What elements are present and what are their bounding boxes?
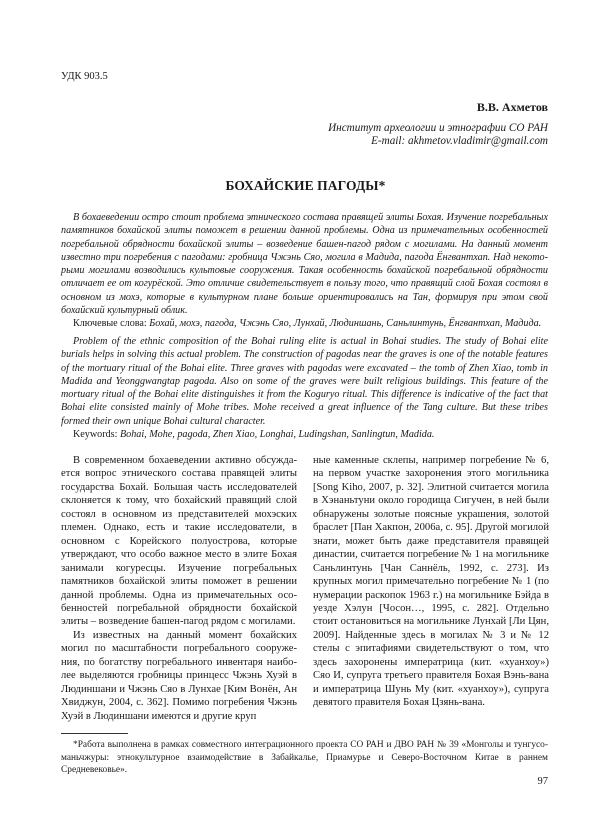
footnote-text: *Работа выполнена в рамках совместного интеграционного проекта СО РАН и ДВО РАН № 39 «Монголы и тунгусо-маньчжуры: этнокультурное взаимодействие в Забайкалье, Приамурье и Северо-Восточном Китае в раннем Средневековье».: [61, 740, 548, 776]
body-paragraph: Из известных на данный момент бохайских могил по масштабности погребального сооружения, по богатству погребального инвентаря наиболее выделяются гробницы принцесс Чжэнь Хуэй в Людиншани и Чжэнь Сяо в Лунхае [Ким Вонён, Ан Хвиджун, 2004, с. 362]. Помимо погребения Чжэнь Хуэй в Людиншани имеются и другие круп: [61, 629, 297, 722]
page-number: 97: [537, 776, 548, 787]
author-email: E-mail: akhmetov.vladimir@gmail.com: [371, 135, 548, 147]
keywords-ru-list: Бохай, мохэ, пагода, Чжэнь Сяо, Лунхай, Людиншань, Саньлинтунь, Ёнгвантхап, Мадида.: [149, 318, 542, 330]
udk-code: УДК 903.5: [61, 71, 108, 82]
keywords-ru-label: Ключевые слова:: [73, 318, 147, 330]
keywords-en: [61, 428, 548, 441]
keywords-en-list: Bohai, Mohe, pagoda, Zhen Xiao, Longhai, Ludingshan, Sanlingtun, Madida.: [119, 429, 435, 441]
keywords-ru: [61, 317, 548, 330]
abstract-ru-text: В бохаеведении остро стоит проблема этнического состава правящей элиты Бохая. Изучение погребальных памятников бохайской элиты поможет в решении данной проблемы. Одна из примечательных особенностей погребальной обрядности бохайской элиты – возведение башен-пагод рядом с могилами. На данный момент известно три погребения с пагодами: гробница Чжэнь Сяо, могила в Мадида, пагода Ёнгвантхап. Над некоторыми могилами возводились культовые сооружения. Такая особенность бохайской погребальной обрядности отличает ее от когурёской. Это отличие свидетельствует в пользу того, что правящий слой Бохая состоял в основном из мохэ, которые в культурном плане больше ориентировались на Тан, формируя при этом свой бохайский культурный облик.: [61, 212, 548, 317]
body-paragraph: В современном бохаеведении активно обсуждается вопрос этнического состава правящей элиты государства Бохай. Большая часть исследователей склоняется к тому, что бохайский правящий слой состоял в основном из представителей мохэских племен. Однако, есть и такие исследователи, в основном с Корейского полуострова, которые утверждают, что особо важное место в элите Бохая занимали когуресцы. Изучение погребальных памятников бохайской элиты поможет в решении данной проблемы. Одна из примечательных особенностей погребальной обрядности бохайской элиты – возведение башен-пагод рядом с могилами.: [61, 455, 297, 628]
keywords-en-label: Keywords:: [73, 429, 118, 441]
author-name: В.В. Ахметов: [476, 100, 548, 114]
footnote-divider: [61, 733, 128, 734]
body-paragraph: ные каменные склепы, например погребение № 6, на первом участке захоронения этого могильника [Song Kiho, 2007, p. 32]. Элитной считается могила в Хэнаньтуни около городища Сигучен, в ней были обнаружены золотые поясные украшения, золотой браслет [Пан Хакпон, 2006а, с. 95]. Другой могилой знати, может быть даже представителя правящей династии, считается погребение № 1 на могильнике Саньлинтунь [Чан Саннёль, 1992, с. 273]. Из крупных могил примечательно погребение № 1 (по нумерации раскопок 1963 г.) на могильнике Бэйда в уезде Хэлун [Чосон…, 1995, с. 282]. Отдельно стоит остановиться на могильнике Лунхай [Ли Цян, 2009]. Найденные здесь в могилах № 3 и № 12 стелы с эпитафиями свидетельствуют о том, что здесь захоронены императрица (кит. «хуанхоу») Сяо И, супруга третьего правителя Бохая Вэнь-вана и императрица Шунь Му (кит. «хуанхоу»), супруга девятого правителя Бохая Цзянь-вана.: [313, 455, 549, 709]
footnote: [61, 739, 548, 777]
body-column-right: [313, 454, 549, 710]
abstract-russian: [61, 211, 548, 331]
body-column-left: [61, 454, 297, 723]
author-affiliation-block: [328, 122, 548, 148]
affiliation: Институт археологии и этнографии СО РАН: [328, 122, 548, 134]
abstract-en-text: Problem of the ethnic composition of the Bohai ruling elite is actual in Bohai studies. The study of Bohai elite burials helps in solving this actual problem. The construction of pagodas near the graves is one of the notable features of the mortuary ritual of the Bohai elite. Three graves with pagodas were excavated – the tomb of Zhen Xiao, tomb in Madida and Yeonggwangtap pagoda. Also on some of the graves were built religious buildings. This feature of the mortuary ritual of the Bohai elite distinguishes it from the Koguryo ritual. This difference is indicative of the fact that Bohai elite consisted mainly of Mohe tribes. Mohe received a great influence of the Tang culture. But these tribes formed their own unique Bohai cultural character.: [61, 336, 548, 427]
article-title: БОХАЙСКИЕ ПАГОДЫ*: [225, 178, 386, 193]
abstract-english: [61, 335, 548, 441]
